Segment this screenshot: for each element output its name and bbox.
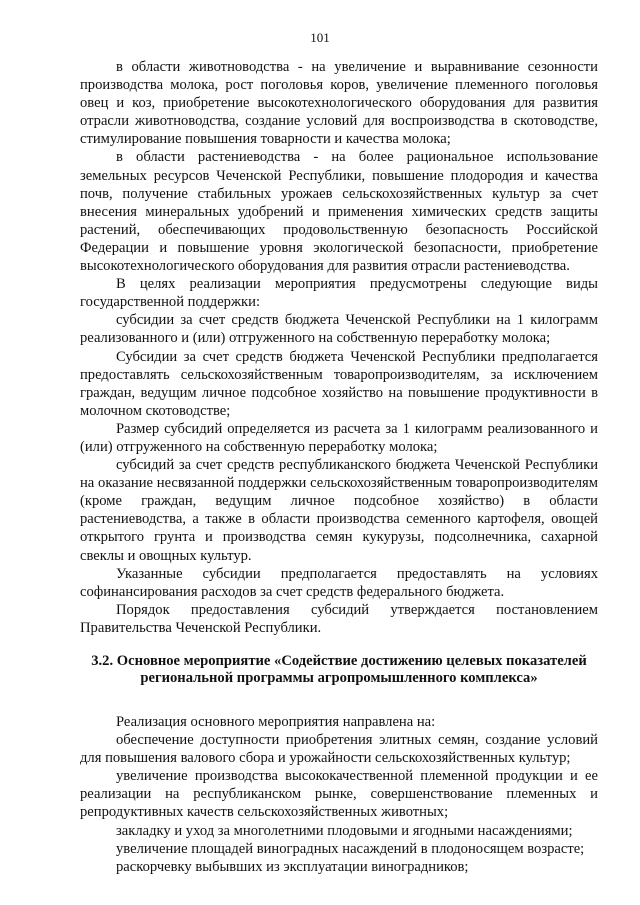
page-number: 101 [310,30,330,45]
section-heading-line-2: региональной программы агропромышленного комплекса» [140,670,538,686]
paragraph-procedure: Порядок предоставления субсидий утверждается постановлением Правительства Чеченской Республики. [80,601,598,636]
paragraph-crop-production: в области растениеводства - на более рациональное использование земельных ресурсов Чеченской Республики, повышение плодородия и качества почв, получение стабильных урожаев сельскохозяйственных культур за счет внесения минеральных удобрений и применения химических средств защиты растений, обеспечивающих продовольственную безопасность Российской Федерации и повышение уровня экологической безопасности, приобретение высокотехнологического оборудования для развития отрасли растениеводства. [80,149,598,275]
paragraph-livestock: в области животноводства - на увеличение и выравнивание сезонности производства молока, рост поголовья коров, увеличение племенного поголовья овец и коз, приобретение высокотехнологического оборудования для развития отрасли животноводства, создание условий для воспроизводства в скотоводстве, стимулирование повышения товарности и качества молока; [80,59,598,148]
paragraph-subsidy-recipients: Субсидии за счет средств бюджета Чеченской Республики предполагается предоставлять сельскохозяйственным товаропроизводителям, за исключением граждан, ведущим личное подсобное хозяйство на повышение продуктивности в молочном скотоводстве; [80,348,598,419]
paragraph-support-types: В целях реализации мероприятия предусмотрены следующие виды государственной поддержки: [80,276,598,311]
paragraph-cofinancing: Указанные субсидии предполагается предоставлять на условиях софинансирования расходов за счет средств федерального бюджета. [80,565,598,600]
paragraph-intro: Реализация основного мероприятия направлена на: [116,714,436,730]
paragraph-vineyard-area: увеличение площадей виноградных насаждений в плодоносящем возрасте; [116,840,585,857]
paragraph-elite-seeds: обеспечение доступности приобретения элитных семян, создание условий для повышения валового сбора и урожайности сельскохозяйственных культур; [80,732,598,767]
section-heading [80,653,598,687]
paragraph-perennial-plantings: закладку и уход за многолетними плодовыми и ягодными насаждениями; [116,822,573,839]
document-body [80,58,598,876]
paragraph-milk-subsidy: субсидии за счет средств бюджета Чеченской Республики на 1 килограмм реализованного и (или) отгруженного на собственную переработку молока; [80,312,598,347]
paragraph-breeding-products: увеличение производства высококачественной племенной продукции и ее реализации на республиканском рынке, совершенствование племенных и репродуктивных качеств сельскохозяйственных животных; [80,768,598,821]
paragraph-subsidy-size: Размер субсидий определяется из расчета за 1 килограмм реализованного и (или) отгруженного на собственную переработку молока; [80,420,598,455]
section-heading-line-1: 3.2. Основное мероприятие «Содействие достижению целевых показателей [91,653,587,669]
paragraph-unrelated-support: субсидий за счет средств республиканского бюджета Чеченской Республики на оказание несвязанной поддержки сельскохозяйственным товаропроизводителям (кроме граждан, ведущим личное подсобное хозяйство) в области растениеводства, а также в области производства семенного картофеля, овощей открытого грунта и производства семян кукурузы, подсолнечника, сахарной свеклы и овощных культур. [80,457,598,564]
paragraph-vineyard-uprooting: раскорчевку выбывших из эксплуатации виноградников; [116,858,469,875]
